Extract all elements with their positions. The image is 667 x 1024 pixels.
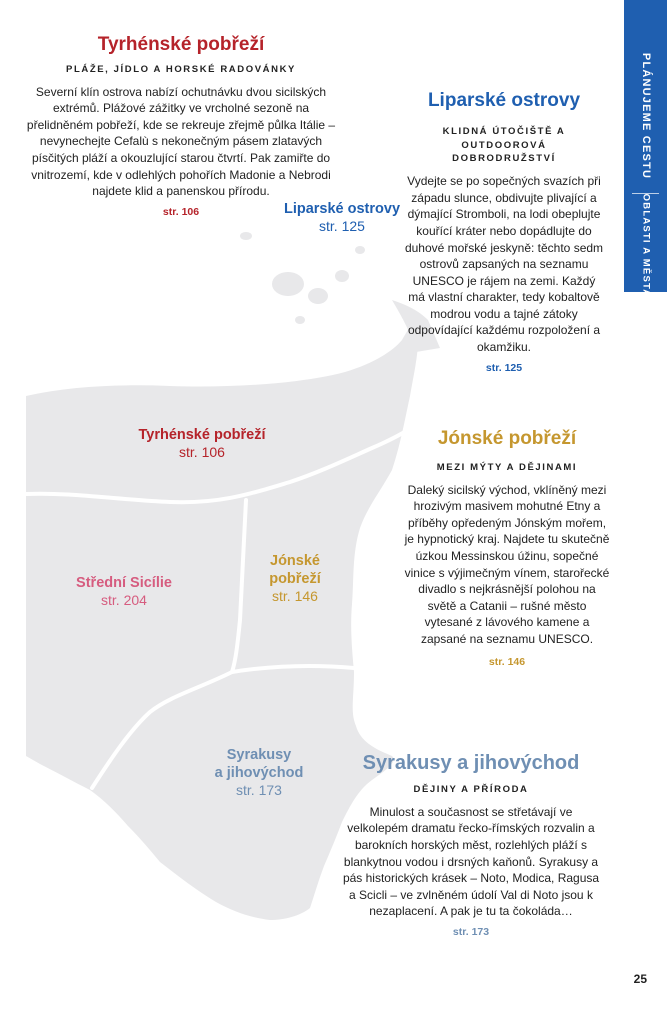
- map-label-syracuse[interactable]: [194, 746, 324, 800]
- side-tab-primary: PLÁNUJEME CESTU: [639, 52, 652, 180]
- section-syracuse: [340, 752, 602, 938]
- map-label-central-page: str. 204: [101, 592, 147, 609]
- map-label-ionian-page: str. 146: [272, 588, 318, 605]
- section-ionian-title: Jónské pobřeží: [437, 428, 577, 449]
- section-aeolian-title: Liparské ostrovy: [427, 90, 581, 111]
- map-label-tyrrhenian[interactable]: [112, 426, 292, 462]
- map-label-central-name: Střední Sicílie: [76, 575, 172, 591]
- map-label-syracuse-name-2: a jihovýchod: [214, 765, 304, 782]
- side-tab: [624, 0, 667, 298]
- section-syracuse-subtitle: DĚJINY A PŘÍRODA: [413, 784, 529, 795]
- section-tyrrhenian-ref[interactable]: str. 106: [162, 205, 200, 218]
- map-label-syracuse-name-1: Syrakusy: [226, 747, 292, 763]
- island-1: [240, 232, 252, 240]
- section-syracuse-body: Minulost a současnost se střetávají ve velkolepém dramatu řecko-římských rozvalin a barokních horských měst, rozlehlých pláží s blankytnou vodou i drsných kaňonů. Syrakusy a pás historických krásek – Noto, Modica, Ragusa a Scicli – ve zvlněném údolí Val di Noto jsou k nezaplacení. A pak je tu ta čokoláda…: [342, 804, 600, 919]
- section-ionian-ref[interactable]: str. 146: [488, 655, 526, 668]
- section-aeolian: [404, 90, 604, 374]
- section-ionian: [404, 428, 610, 668]
- map-label-ionian-name-2: pobřeží: [269, 571, 321, 588]
- section-ionian-subtitle: MEZI MÝTY A DĚJINAMI: [436, 461, 578, 473]
- section-aeolian-body: Vydejte se po sopečných svazích při západu slunce, obdivujte plivající a dýmající Stromboli, na lodi obeplujte kouřící kráter nebo dopádlujte do duhové mořské jeskyně: těchto sedm ostrovů zapsaných na seznamu UNESCO je rájem na zemi. Každý má vlastní charakter, tedy kobaltově modrou vodu a tajné zátoky odpovídající každému rozpoložení a okamžiku.: [404, 174, 604, 355]
- section-tyrrhenian: [22, 34, 340, 218]
- section-aeolian-ref[interactable]: str. 125: [485, 361, 523, 374]
- island-2: [272, 272, 304, 296]
- section-syracuse-ref[interactable]: str. 173: [452, 925, 490, 938]
- section-tyrrhenian-title: Tyrhénské pobřeží: [97, 34, 265, 55]
- island-5: [355, 246, 365, 254]
- map-label-ionian[interactable]: [250, 552, 340, 606]
- map-label-tyrrhenian-page: str. 106: [179, 444, 225, 461]
- section-ionian-body: Daleký sicilský východ, vklíněný mezi hrozivým masivem mohutné Etny a příběhy opředeným Jónským mořem, je hypnotický kraj. Najdete tu skutečně úzkou Messinskou úžinu, sopečné vinice s výjimečným vínem, starořecké divadlo s nejkrásnější polohou na světě a Catanii – rušné město vytesané z lávového kamene a zapsané na seznamu UNESCO.: [404, 482, 610, 646]
- island-6: [295, 316, 305, 324]
- island-3: [308, 288, 328, 304]
- map-label-ionian-name-1: Jónské: [270, 553, 320, 569]
- map-label-aeolian-page: str. 125: [319, 218, 365, 235]
- map-label-tyrrhenian-name: Tyrhénské pobřeží: [138, 427, 266, 443]
- page-number: 25: [633, 972, 647, 986]
- map-label-aeolian[interactable]: [262, 200, 422, 236]
- section-tyrrhenian-subtitle: PLÁŽE, JÍDLO A HORSKÉ RADOVÁNKY: [66, 63, 296, 75]
- section-tyrrhenian-body: Severní klín ostrova nabízí ochutnávku dvou sicilských extrémů. Plážové zážitky ve vrcholné sezoně na přelidněném pobřeží, kde se rekreuje zřejmě půlka Itálie – nevynechejte Cefalù s nekonečným pásem zlatavých písčitých pláží a okouzlující starou čtvrtí. Pak zamiřte do vnitrozemí, kde v odlehlých pohořích Madonie a Nebrodi najdete klid a panenskou přírodu.: [26, 84, 336, 199]
- map-label-syracuse-page: str. 173: [236, 782, 282, 799]
- map-label-central[interactable]: [54, 574, 194, 610]
- section-aeolian-subtitle: KLIDNÁ ÚTOČIŠTĚ A OUTDOOROVÁ DOBRODRUŽSTVÍ: [442, 125, 566, 165]
- island-4: [335, 270, 349, 282]
- side-tab-secondary: OBLASTI A MĚSTA: [640, 193, 651, 298]
- section-syracuse-title: Syrakusy a jihovýchod: [362, 752, 580, 774]
- map-label-aeolian-name: Liparské ostrovy: [283, 201, 401, 217]
